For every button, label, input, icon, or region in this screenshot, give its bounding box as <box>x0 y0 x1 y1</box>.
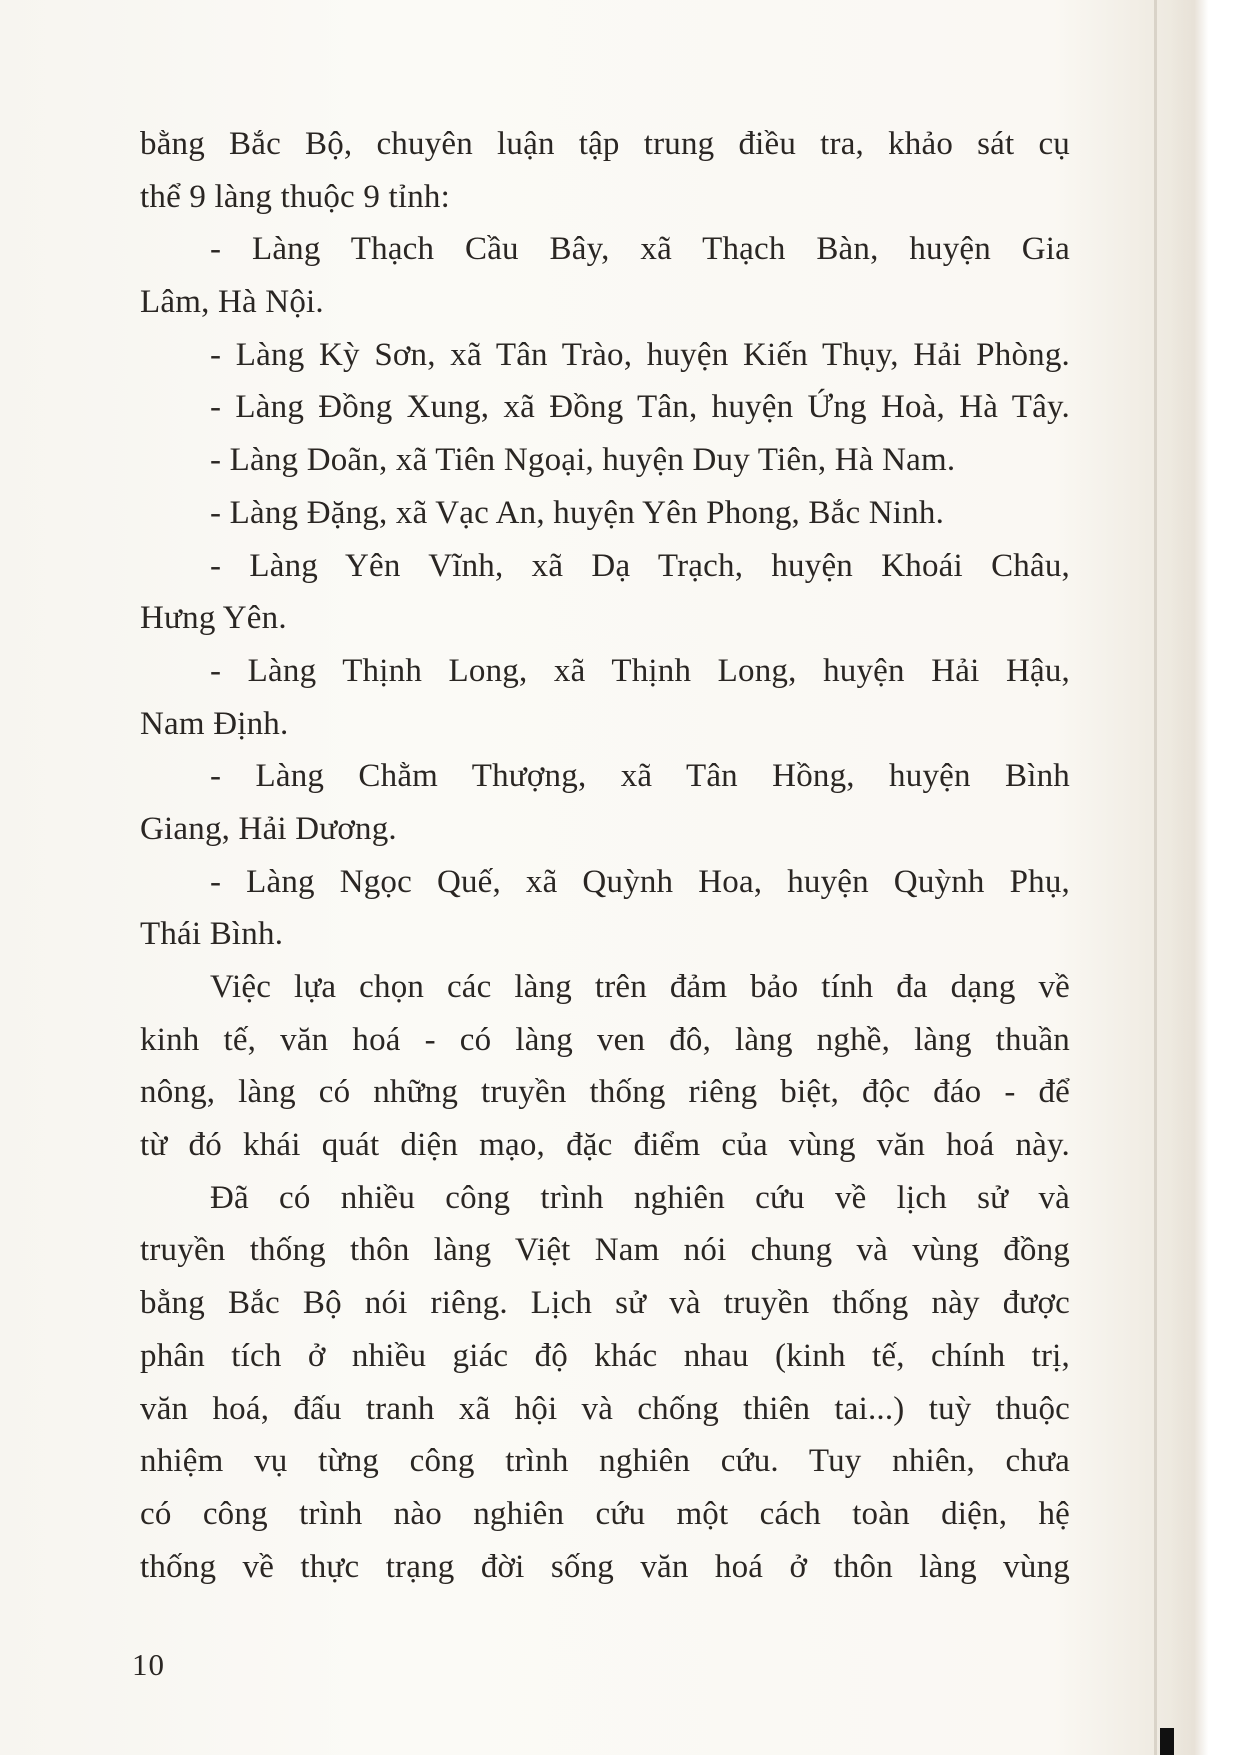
text-line: Hưng Yên. <box>140 600 287 637</box>
text-line: - Làng Chằm Thượng, xã Tân Hồng, huyện Bình <box>210 758 1070 795</box>
text-line: - Làng Ngọc Quế, xã Quỳnh Hoa, huyện Quỳnh Phụ, <box>210 863 1070 900</box>
text-line: nhiệm vụ từng công trình nghiên cứu. Tuy nhiên, chưa <box>140 1443 1070 1480</box>
text-line: từ đó khái quát diện mạo, đặc điểm của vùng văn hoá này. <box>140 1127 1070 1164</box>
text-line: kinh tế, văn hoá - có làng ven đô, làng nghề, làng thuần <box>140 1021 1070 1058</box>
text-line: - Làng Đồng Xung, xã Đồng Tân, huyện Ứng Hoà, Hà Tây. <box>210 389 1070 426</box>
text-line: Lâm, Hà Nội. <box>140 284 324 321</box>
text-line: thể 9 làng thuộc 9 tỉnh: <box>140 178 451 215</box>
text-line: thống về thực trạng đời sống văn hoá ở thôn làng vùng <box>140 1548 1070 1585</box>
scan-corner-mark <box>1160 1728 1174 1755</box>
text-line: Đã có nhiều công trình nghiên cứu về lịch sử và <box>210 1179 1070 1216</box>
text-line: Việc lựa chọn các làng trên đảm bảo tính đa dạng về <box>210 969 1070 1005</box>
text-line: Nam Định. <box>140 705 289 742</box>
text-line: văn hoá, đấu tranh xã hội và chống thiên tai...) tuỳ thuộc <box>140 1390 1070 1427</box>
text-line: - Làng Kỳ Sơn, xã Tân Trào, huyện Kiến Thụy, Hải Phòng. <box>210 336 1070 373</box>
gutter-shadow <box>1170 0 1240 1755</box>
text-line: Giang, Hải Dương. <box>140 810 397 847</box>
text-line: - Làng Thịnh Long, xã Thịnh Long, huyện Hải Hậu, <box>210 652 1070 689</box>
text-line: - Làng Thạch Cầu Bây, xã Thạch Bàn, huyện Gia <box>210 231 1070 268</box>
text-line: bằng Bắc Bộ nói riêng. Lịch sử và truyền thống này được <box>140 1285 1070 1322</box>
text-line: - Làng Doãn, xã Tiên Ngoại, huyện Duy Tiên, Hà Nam. <box>210 442 956 479</box>
text-line: Thái Bình. <box>140 916 284 953</box>
body-text <box>140 118 1070 1593</box>
page-edge <box>1154 0 1157 1755</box>
page-number: 10 <box>132 1647 165 1682</box>
text-line: phân tích ở nhiều giác độ khác nhau (kinh tế, chính trị, <box>140 1337 1070 1374</box>
text-line: truyền thống thôn làng Việt Nam nói chung và vùng đồng <box>140 1232 1070 1269</box>
text-line: bằng Bắc Bộ, chuyên luận tập trung điều tra, khảo sát cụ <box>140 126 1070 162</box>
text-line: - Làng Đặng, xã Vạc An, huyện Yên Phong, Bắc Ninh. <box>210 494 945 531</box>
text-line: có công trình nào nghiên cứu một cách toàn diện, hệ <box>140 1495 1070 1532</box>
text-line: - Làng Yên Vĩnh, xã Dạ Trạch, huyện Khoái Châu, <box>210 547 1070 584</box>
text-line: nông, làng có những truyền thống riêng biệt, độc đáo - để <box>140 1074 1070 1111</box>
